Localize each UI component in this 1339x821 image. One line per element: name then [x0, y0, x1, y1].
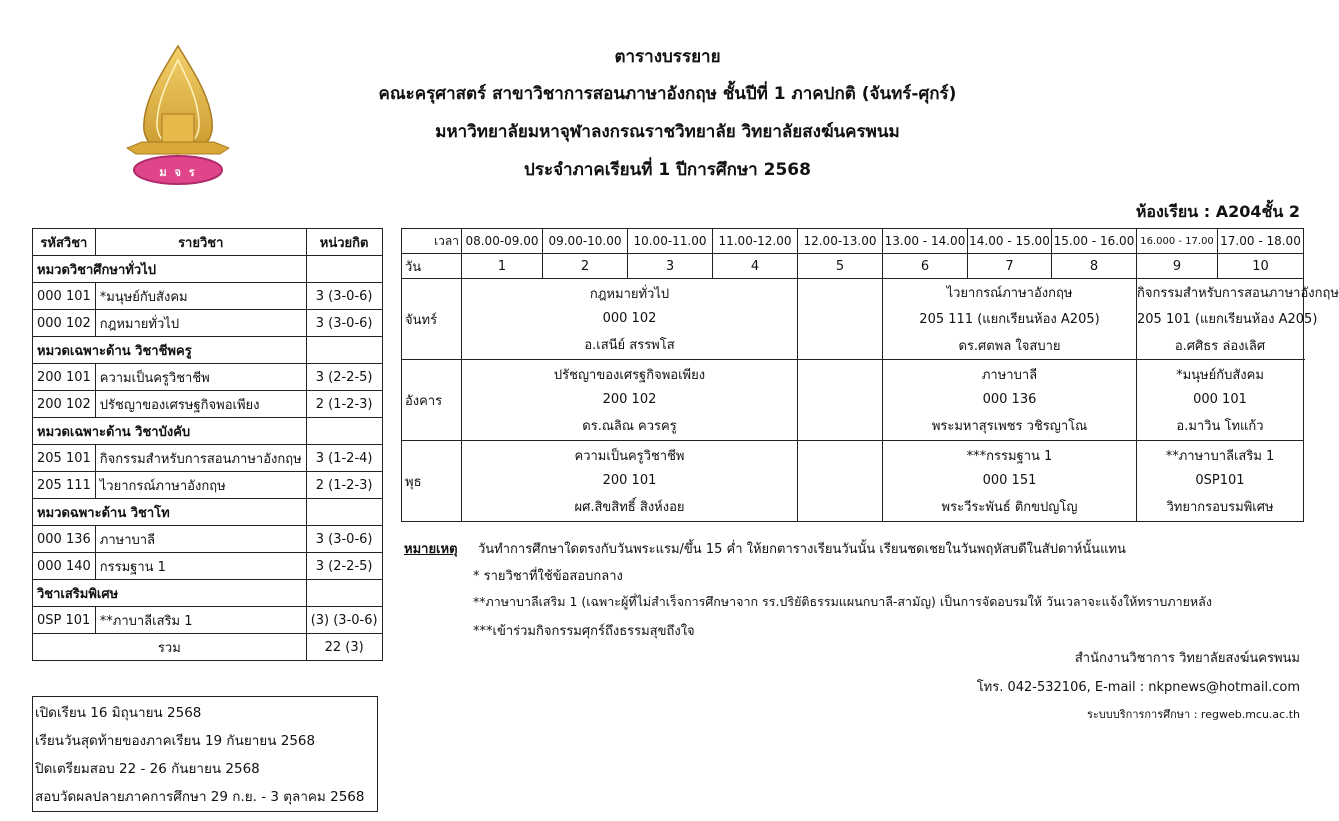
course-row [33, 445, 383, 472]
course-row [33, 364, 383, 391]
time-slot: 15.00 - 16.00 [1052, 229, 1137, 254]
note-2: * รายวิชาที่ใช้ข้อสอบกลาง [473, 569, 623, 584]
header-semester: ประจำภาคเรียนที่ 1 ปีการศึกษา 2568 [524, 160, 811, 180]
course-code: 000 136 [33, 526, 96, 553]
time-slot: 13.00 - 14.00 [883, 229, 968, 254]
header-university: มหาวิทยาลัยมหาจุฬาลงกรณราชวิทยาลัย วิทยาลัยสงฆ์นครพนม [435, 122, 900, 142]
course-name: ปรัชญาของเศรฐกิจพอเพียง [553, 367, 706, 383]
course-table [32, 228, 383, 661]
day-label: วัน [402, 254, 462, 279]
total-label: รวม [33, 634, 307, 661]
course-name: ภาษาบาลี [95, 526, 306, 553]
day-tuesday: อังคาร [402, 360, 462, 441]
course-credit: 2 (1-2-3) [306, 472, 382, 499]
monday-row [402, 279, 1304, 360]
class-block [1137, 441, 1304, 522]
course-credit: 2 (1-2-3) [306, 391, 382, 418]
tuesday-row [402, 360, 1304, 441]
date-exam-prep: ปิดเตรียมสอบ 22 - 26 กันยายน 2568 [35, 761, 260, 777]
contact-web: ระบบบริการการศึกษา : regweb.mcu.ac.th [1086, 708, 1300, 721]
course-name: ***กรรมฐาน 1 [966, 448, 1053, 464]
course-name: ภาษาบาลี [981, 367, 1038, 383]
course-credit: 3 (1-2-4) [306, 445, 382, 472]
course-name: *มนุษย์กับสังคม [1176, 367, 1264, 383]
course-code: 000 101 [33, 283, 96, 310]
time-slot: 17.00 - 18.00 [1218, 229, 1304, 254]
course-row [33, 526, 383, 553]
course-code: 200 102 [33, 391, 96, 418]
period-number: 10 [1218, 254, 1304, 279]
date-open: เปิดเรียน 16 มิถุนายน 2568 [35, 705, 202, 721]
period-number: 5 [798, 254, 883, 279]
section-credit-empty [306, 337, 382, 364]
course-credit: (3) (3-0-6) [306, 607, 382, 634]
period-number: 1 [462, 254, 543, 279]
empty-slot [798, 360, 883, 441]
course-code: 0SP 101 [33, 607, 96, 634]
course-code: 000 140 [33, 553, 96, 580]
time-slot: 08.00-09.00 [462, 229, 543, 254]
time-slot: 11.00-12.00 [713, 229, 798, 254]
course-section-row [33, 418, 383, 445]
course-name: กฎหมายทั่วไป [95, 310, 306, 337]
section-credit-empty [306, 499, 382, 526]
teacher-name: อ.เสนีย์ สรรพโส [584, 338, 675, 354]
section-name: หมวดฉพาะด้าน วิชาโท [33, 499, 307, 526]
logo-text: ม จ ร [159, 166, 197, 179]
section-credit-empty [306, 256, 382, 283]
course-name: **ภาบาลีเสริม 1 [95, 607, 306, 634]
course-code: 000 151 [982, 473, 1037, 489]
header-code: รหัสวิชา [33, 229, 96, 256]
course-table-header [33, 229, 383, 256]
section-name: หมวดวิชาศึกษาทั่วไป [33, 256, 307, 283]
note-1: วันทำการศึกษาใดตรงกับวันพระแรม/ขึ้น 15 ค่ำ ให้ยกตารางเรียนวันนั้น เรียนชดเชยในวันพฤหัสบดีในสัปดาห์นั้นแทน [478, 542, 1126, 557]
contact-office: สำนักงานวิชาการ วิทยาลัยสงฆ์นครพนม [1074, 651, 1300, 666]
wednesday-row [402, 441, 1304, 522]
header-title: ตารางบรรยาย [614, 47, 721, 67]
teacher-name: อ.ศศิธร ล่องเลิศ [1174, 339, 1266, 355]
section-name: หมวดเฉพาะด้าน วิชาชีพครู [33, 337, 307, 364]
note-3: **ภาษาบาลีเสริม 1 (เฉพาะผู้ที่ไม่สำเร็จการศึกษาจาก รร.ปริยัติธรรมแผนกบาลี-สามัญ) เป็นการจัดอบรมให้ วันเวลาจะแจ้งให้ทราบภายหลัง [473, 594, 1212, 609]
course-code: 205 111 [33, 472, 96, 499]
course-row [33, 391, 383, 418]
course-name: **ภาษาบาลีเสริม 1 [1165, 448, 1275, 464]
section-credit-empty [306, 580, 382, 607]
course-name: ปรัชญาของเศรษฐกิจพอเพียง [95, 391, 306, 418]
empty-slot [798, 279, 883, 360]
day-wednesday: พุธ [402, 441, 462, 522]
time-slot: 12.00-13.00 [798, 229, 883, 254]
class-block [883, 441, 1137, 522]
teacher-name: พระวีระพันธ์ ติกขปญโญ [941, 500, 1078, 516]
course-section-row [33, 580, 383, 607]
date-final-exam: สอบวัดผลปลายภาคการศึกษา 29 ก.ย. - 3 ตุลาคม 2568 [35, 789, 365, 805]
course-section-row [33, 337, 383, 364]
course-name: กฎหมายทั่วไป [589, 286, 670, 302]
course-name: ไวยากรณ์ภาษาอังกฤษ [95, 472, 306, 499]
course-name: *มนุษย์กับสังคม [95, 283, 306, 310]
course-row [33, 310, 383, 337]
class-block [462, 441, 798, 522]
course-row [33, 607, 383, 634]
course-code: 000 136 [982, 392, 1037, 408]
course-row [33, 283, 383, 310]
course-code: 200 101 [602, 473, 657, 489]
class-block [883, 360, 1137, 441]
period-number: 7 [968, 254, 1052, 279]
period-number: 8 [1052, 254, 1137, 279]
teacher-name: ดร.ศตพล ใจสบาย [958, 339, 1061, 355]
time-row [402, 229, 1304, 254]
teacher-name: วิทยากรอบรมพิเศษ [1166, 500, 1274, 516]
course-name: ความเป็นครูวิชาชีพ [95, 364, 306, 391]
course-code: 200 102 [602, 392, 657, 408]
total-credit: 22 (3) [306, 634, 382, 661]
course-credit: 3 (3-0-6) [306, 310, 382, 337]
schedule-table [401, 228, 1339, 522]
course-row [33, 472, 383, 499]
dates-box [32, 696, 378, 812]
course-code: 200 101 [33, 364, 96, 391]
course-total-row [33, 634, 383, 661]
section-credit-empty [306, 418, 382, 445]
section-name: วิชาเสริมพิเศษ [33, 580, 307, 607]
room-label: ห้องเรียน : A204ชั้น 2 [1135, 202, 1300, 221]
contact-phone: โทร. 042-532106, E-mail : nkpnews@hotmail.com [976, 680, 1300, 695]
course-section-row [33, 499, 383, 526]
header-faculty: คณะครุศาสตร์ สาขาวิชาการสอนภาษาอังกฤษ ชั้นปีที่ 1 ภาคปกติ (จันทร์-ศุกร์) [378, 84, 957, 104]
class-block [1137, 360, 1304, 441]
period-row [402, 254, 1304, 279]
teacher-name: พระมหาสุรเพชร วชิรญาโณ [931, 419, 1088, 435]
section-name: หมวดเฉพาะด้าน วิชาบังคับ [33, 418, 307, 445]
course-name: ความเป็นครูวิชาชีพ [574, 448, 685, 464]
course-code: 000 102 [602, 311, 657, 327]
header-name: รายวิชา [95, 229, 306, 256]
course-row [33, 553, 383, 580]
course-credit: 3 (2-2-5) [306, 364, 382, 391]
class-block [1137, 279, 1339, 360]
date-last-class: เรียนวันสุดท้ายของภาคเรียน 19 กันยายน 2568 [35, 733, 316, 749]
teacher-name: ผศ.สิขสิทธิ์ สิงห์งอย [574, 500, 685, 516]
course-name: กิจกรรมสำหรับการสอนภาษาอังกฤษ [95, 445, 306, 472]
note-4: ***เข้าร่วมกิจกรรมศุกร์ถึงธรรมสุขถึงใจ [473, 624, 695, 639]
period-number: 6 [883, 254, 968, 279]
time-slot: 09.00-10.00 [543, 229, 628, 254]
period-number: 2 [543, 254, 628, 279]
period-number: 3 [628, 254, 713, 279]
period-number: 4 [713, 254, 798, 279]
time-label: เวลา [402, 229, 462, 254]
course-name: กิจกรรมสำหรับการสอนภาษาอังกฤษ [1137, 285, 1339, 301]
day-monday: จันทร์ [402, 279, 462, 360]
course-name: กรรมฐาน 1 [95, 553, 306, 580]
class-block [462, 279, 798, 360]
course-credit: 3 (3-0-6) [306, 283, 382, 310]
notes-label: หมายเหตุ [404, 542, 458, 557]
course-name: ไวยากรณ์ภาษาอังกฤษ [946, 285, 1073, 301]
empty-slot [798, 441, 883, 522]
course-section-row [33, 256, 383, 283]
teacher-name: อ.มาวิน โทแก้ว [1176, 419, 1264, 435]
course-code: 0SP101 [1195, 473, 1245, 489]
course-code: 205 101 [33, 445, 96, 472]
course-credit: 3 (3-0-6) [306, 526, 382, 553]
course-code: 205 101 (แยกเรียนห้อง A205) [1137, 312, 1318, 328]
course-code: 205 111 (แยกเรียนห้อง A205) [919, 312, 1100, 328]
period-number: 9 [1137, 254, 1218, 279]
time-slot: 16.000 - 17.00 [1137, 229, 1218, 254]
class-block [462, 360, 798, 441]
class-block [883, 279, 1137, 360]
university-logo [122, 42, 234, 187]
course-code: 000 102 [33, 310, 96, 337]
teacher-name: ดร.ณลิณ ควรครู [582, 419, 677, 435]
course-code: 000 101 [1193, 392, 1247, 408]
time-slot: 14.00 - 15.00 [968, 229, 1052, 254]
header-credit: หน่วยกิต [306, 229, 382, 256]
time-slot: 10.00-11.00 [628, 229, 713, 254]
course-credit: 3 (2-2-5) [306, 553, 382, 580]
